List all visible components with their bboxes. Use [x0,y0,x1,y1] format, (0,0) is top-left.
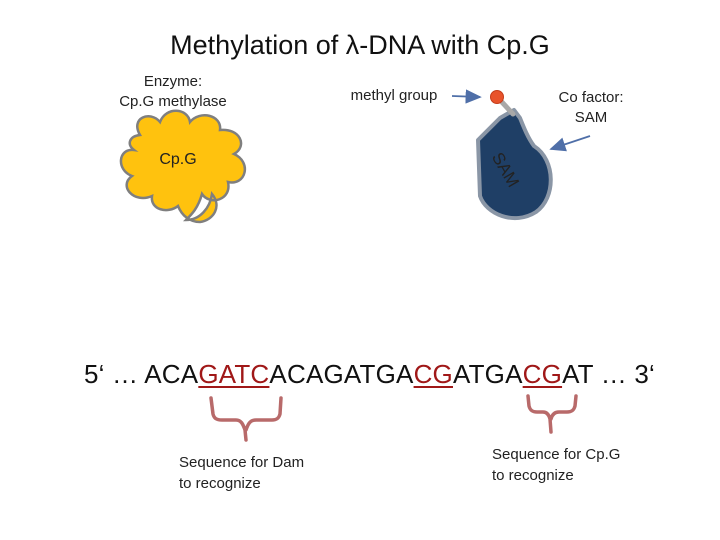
dna-sequence [84,359,655,390]
cofactor-caption [546,88,636,128]
cofactor-caption-line1: Co factor: [558,89,624,106]
sequence-middle-1: ACAGATGA [269,359,414,389]
enzyme-caption-line2: Cp.G methylase [119,93,227,110]
methyl-bond [500,100,513,114]
dam-recognition-site: GATC [198,359,270,389]
cpg-recognition-site-2: CG [522,359,563,389]
page-title: Methylation of λ-DNA with Cp.G [170,30,550,60]
methyl-group-label: methyl group [350,87,438,104]
cofactor-caption-line2: SAM [574,109,608,126]
dam-site-note [179,452,304,494]
dam-note-line1: Sequence for Dam [179,454,305,471]
dam-site-bracket [211,398,281,440]
sam-shape-label: SAM [487,149,523,191]
enzyme-blob-label: Cp.G [159,151,197,168]
cpg-note-line2: to recognize [492,467,574,484]
methyl-group-dot [491,91,504,104]
methyl-group-arrow [452,96,480,97]
cpg-note-line1: Sequence for Cp.G [492,446,621,463]
enzyme-caption [108,72,238,112]
sequence-middle-2: ATGA [452,359,523,389]
sequence-suffix: AT … 3‘ [562,359,655,389]
dam-note-line2: to recognize [179,475,261,492]
cpg-recognition-site-1: CG [413,359,453,389]
enzyme-caption-line1: Enzyme: [143,73,203,90]
cpg-site-note [492,444,620,486]
cofactor-arrow [551,136,590,149]
cpg-site-bracket [528,396,576,432]
sequence-prefix: 5‘ … ACA [84,359,199,389]
